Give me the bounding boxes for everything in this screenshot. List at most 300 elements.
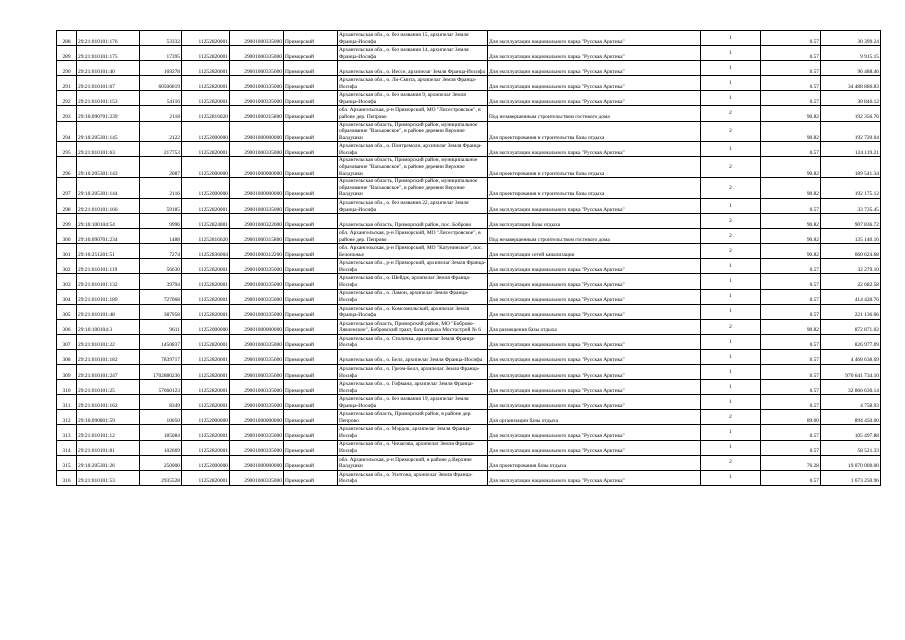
- cadastral-value-cell: 22 682.58: [821, 274, 881, 289]
- oktmo-cell: 29001000312200: [230, 244, 284, 259]
- permitted-use-cell: Для эксплуатации национального парка "Русская Арктика": [488, 91, 701, 106]
- cadastral-value-cell: 9 915.15: [821, 46, 881, 61]
- row-number-cell: 306: [57, 319, 77, 334]
- cadastral-value-cell: 660 624.68: [821, 244, 881, 259]
- district-cell: Приморский: [284, 229, 338, 244]
- row-number-cell: 294: [57, 121, 77, 142]
- oktmo-cell: 29001000000000: [230, 455, 284, 470]
- oktmo-cell: 29001000335000: [230, 61, 284, 76]
- cadastral-number-cell: 29:21:010101:182: [77, 349, 140, 364]
- cadastral-value-cell: 105 497.88: [821, 425, 881, 440]
- address-cell: Архангельская обл., о. без названия 9, архипелаг Земля Франца-Иосифа: [338, 91, 488, 106]
- oktmo-cell: 29001000335000: [230, 142, 284, 157]
- address-cell: обл. Архангельская, р-н Приморский, МО "Лисестровское", в районе дер. Пепрово: [338, 106, 488, 121]
- row-number-cell: 288: [57, 31, 77, 46]
- address-cell: Архангельская обл., о. Столичка, архипелаг Земля Франца-Иосифа: [338, 334, 488, 349]
- oktmo-cell: 29001000335000: [230, 46, 284, 61]
- rate-cell: 90.82: [761, 319, 821, 334]
- use-group-cell: 1: [701, 46, 761, 61]
- permitted-use-cell: Для эксплуатации национального парка "Русская Арктика": [488, 61, 701, 76]
- cadastral-number-cell: 29:21:010101:12: [77, 425, 140, 440]
- use-group-cell: 1: [701, 199, 761, 214]
- okato-cell: 11252836004: [182, 244, 230, 259]
- table-row: [57, 61, 881, 76]
- cadastral-value-cell: 34 488 886.83: [821, 76, 881, 91]
- use-group-cell: 1: [701, 259, 761, 274]
- district-cell: Приморский: [284, 91, 338, 106]
- okato-cell: 11252820001: [182, 274, 230, 289]
- table-row: [57, 214, 881, 229]
- district-cell: Приморский: [284, 61, 338, 76]
- use-group-cell: 1: [701, 31, 761, 46]
- cadastral-number-cell: 29:21:010101:67: [77, 76, 140, 91]
- table-row: [57, 274, 881, 289]
- cadastral-value-cell: 30 399.24: [821, 31, 881, 46]
- cadastral-number-cell: 29:21:010101:132: [77, 274, 140, 289]
- rate-cell: 0.57: [761, 76, 821, 91]
- oktmo-cell: 29001000000000: [230, 157, 284, 178]
- district-cell: Приморский: [284, 470, 338, 485]
- oktmo-cell: 29001000315800: [230, 229, 284, 244]
- use-group-cell: 1: [701, 395, 761, 410]
- cadastral-number-cell: 29:21:010101:22: [77, 334, 140, 349]
- rate-cell: 0.57: [761, 61, 821, 76]
- cadastral-number-cell: 29:21:010101:63: [77, 142, 140, 157]
- oktmo-cell: 29001000335000: [230, 274, 284, 289]
- row-number-cell: 310: [57, 380, 77, 395]
- district-cell: Приморский: [284, 455, 338, 470]
- row-number-cell: 316: [57, 470, 77, 485]
- okato-cell: 11252820001: [182, 349, 230, 364]
- address-cell: Архангельская область, Приморский район, муниципальное образование "Васьковское", в районе деревни Верхние Валдушки: [338, 121, 488, 142]
- row-number-cell: 303: [57, 274, 77, 289]
- area-cell: 39794: [140, 274, 182, 289]
- cadastral-number-cell: 29:16:100104:3: [77, 319, 140, 334]
- cadastral-number-cell: 29:16:205301:26: [77, 455, 140, 470]
- oktmo-cell: 29001000335000: [230, 425, 284, 440]
- rate-cell: 0.57: [761, 425, 821, 440]
- cadastral-number-cell: 29:21:010101:119: [77, 259, 140, 274]
- permitted-use-cell: Для эксплуатации национального парка "Русская Арктика": [488, 425, 701, 440]
- cadastral-number-cell: 29:21:010101:48: [77, 304, 140, 319]
- table-row: [57, 259, 881, 274]
- use-group-cell: 2: [701, 121, 761, 142]
- permitted-use-cell: Для проектирования и строительства базы отдыха: [488, 157, 701, 178]
- use-group-cell: 2: [701, 229, 761, 244]
- address-cell: Архангельская область, Приморский район, муниципальное образование "Васьковское", в районе деревни Верхние Валдушки: [338, 178, 488, 199]
- address-cell: Архангельская обл., о. Мэрдок, архипелаг Земля Франца-Иосифа: [338, 425, 488, 440]
- oktmo-cell: 29001000335000: [230, 380, 284, 395]
- use-group-cell: 1: [701, 61, 761, 76]
- permitted-use-cell: Для проектирования и строительства базы отдыха: [488, 121, 701, 142]
- table-row: [57, 349, 881, 364]
- row-number-cell: 297: [57, 178, 77, 199]
- oktmo-cell: 29001000335000: [230, 440, 284, 455]
- cadastral-value-cell: 124 119.21: [821, 142, 881, 157]
- row-number-cell: 312: [57, 410, 77, 425]
- district-cell: Приморский: [284, 410, 338, 425]
- area-cell: 57660123: [140, 380, 182, 395]
- cadastral-value-cell: 32 866 630.14: [821, 380, 881, 395]
- area-cell: 8349: [140, 395, 182, 410]
- use-group-cell: 1: [701, 334, 761, 349]
- address-cell: Архангельская область, Приморский район, муниципальное образование "Васьковское", в районе деревни Верхние Валдушки: [338, 157, 488, 178]
- rate-cell: 0.57: [761, 380, 821, 395]
- district-cell: Приморский: [284, 365, 338, 380]
- table-row: [57, 425, 881, 440]
- row-number-cell: 293: [57, 106, 77, 121]
- oktmo-cell: 29001000000000: [230, 319, 284, 334]
- area-cell: 250000: [140, 455, 182, 470]
- table-row: [57, 229, 881, 244]
- table-row: [57, 304, 881, 319]
- row-number-cell: 291: [57, 76, 77, 91]
- use-group-cell: 1: [701, 289, 761, 304]
- rate-cell: 0.57: [761, 142, 821, 157]
- table-row: [57, 365, 881, 380]
- cadastral-value-cell: 135 140.16: [821, 229, 881, 244]
- area-cell: 9996: [140, 214, 182, 229]
- row-number-cell: 304: [57, 289, 77, 304]
- okato-cell: 11252820001: [182, 31, 230, 46]
- rate-cell: 0.57: [761, 440, 821, 455]
- row-number-cell: 308: [57, 349, 77, 364]
- district-cell: Приморский: [284, 121, 338, 142]
- area-cell: 2118: [140, 106, 182, 121]
- cadastral-number-cell: 29:16:090701:234: [77, 229, 140, 244]
- cadastral-number-cell: 29:16:090701:239: [77, 106, 140, 121]
- district-cell: Приморский: [284, 244, 338, 259]
- permitted-use-cell: Для размещения базы отдыха: [488, 319, 701, 334]
- row-number-cell: 309: [57, 365, 77, 380]
- table-row: [57, 470, 881, 485]
- district-cell: Приморский: [284, 334, 338, 349]
- cadastral-value-cell: 32 279.10: [821, 259, 881, 274]
- row-number-cell: 302: [57, 259, 77, 274]
- cadastral-number-cell: 29:21:010101:153: [77, 91, 140, 106]
- okato-cell: 11252820001: [182, 46, 230, 61]
- oktmo-cell: 29001000335000: [230, 365, 284, 380]
- district-cell: Приморский: [284, 31, 338, 46]
- cadastral-value-cell: 33 735.45: [821, 199, 881, 214]
- rate-cell: 0.57: [761, 31, 821, 46]
- okato-cell: 11252820001: [182, 259, 230, 274]
- rate-cell: 0.57: [761, 349, 821, 364]
- table-row: [57, 334, 881, 349]
- district-cell: Приморский: [284, 76, 338, 91]
- area-cell: 102669: [140, 440, 182, 455]
- row-number-cell: 307: [57, 334, 77, 349]
- table-row: [57, 319, 881, 334]
- row-number-cell: 301: [57, 244, 77, 259]
- district-cell: Приморский: [284, 46, 338, 61]
- table-row: [57, 380, 881, 395]
- table-row: [57, 440, 881, 455]
- rate-cell: 0.57: [761, 365, 821, 380]
- area-cell: 59185: [140, 199, 182, 214]
- area-cell: 387958: [140, 304, 182, 319]
- cadastral-value-cell: 96 488.46: [821, 61, 881, 76]
- oktmo-cell: 29001000335000: [230, 259, 284, 274]
- address-cell: Архангельская обл., о. без названия 14, архипелаг Земля Франца-Иосифа: [338, 46, 488, 61]
- cadastral-number-cell: 29:16:251201:51: [77, 244, 140, 259]
- table-row: [57, 31, 881, 46]
- cadastral-number-cell: 29:21:010101:53: [77, 470, 140, 485]
- address-cell: Архангельская обл., р-н Приморский, архипелаг Земля Франца-Иосифа: [339, 260, 486, 273]
- district-cell: Приморский: [284, 157, 338, 178]
- oktmo-cell: 29001000335000: [230, 334, 284, 349]
- oktmo-cell: 29001000335000: [230, 304, 284, 319]
- permitted-use-cell: Для эксплуатации национального парка "Русская Арктика": [488, 46, 701, 61]
- permitted-use-cell: Для эксплуатации национального парка "Русская Арктика": [488, 31, 701, 46]
- area-cell: 56630: [140, 259, 182, 274]
- district-cell: Приморский: [284, 304, 338, 319]
- district-cell: Приморский: [284, 289, 338, 304]
- row-number-cell: 298: [57, 199, 77, 214]
- use-group-cell: 2: [701, 455, 761, 470]
- address-cell: Архангельская обл., о. Комсомольский, архипелаг Земля Франца-Иосифа: [338, 304, 488, 319]
- use-group-cell: 2: [701, 214, 761, 229]
- okato-cell: 11252820001: [182, 289, 230, 304]
- oktmo-cell: 29001000000000: [230, 178, 284, 199]
- district-cell: Приморский: [284, 106, 338, 121]
- oktmo-cell: 29001000335000: [230, 76, 284, 91]
- row-number-cell: 296: [57, 157, 77, 178]
- permitted-use-cell: Для эксплуатации сетей канализации: [488, 244, 701, 259]
- use-group-cell: 1: [701, 76, 761, 91]
- table-row: [57, 199, 881, 214]
- address-cell: Архангельская обл., о. Ламон, архипелаг Земля Франца-Иосифа: [338, 289, 488, 304]
- row-number-cell: 300: [57, 229, 77, 244]
- oktmo-cell: 29001000335000: [230, 289, 284, 304]
- cadastral-number-cell: 29:16:205301:144: [77, 178, 140, 199]
- permitted-use-cell: Для эксплуатации базы отдыха: [488, 214, 701, 229]
- rate-cell: 0.57: [761, 259, 821, 274]
- permitted-use-cell: Для эксплуатации национального парка "Русская Арктика": [488, 289, 701, 304]
- rate-cell: 90.82: [761, 121, 821, 142]
- area-cell: 1702880236: [140, 365, 182, 380]
- permitted-use-cell: Для эксплуатации национального парка "Русская Арктика": [488, 274, 701, 289]
- table-row: [57, 46, 881, 61]
- permitted-use-cell: Для эксплуатации национального парка "Русская Арктика": [488, 142, 701, 157]
- row-number-cell: 299: [57, 214, 77, 229]
- cadastral-number-cell: 29:21:010101:81: [77, 440, 140, 455]
- area-cell: 1450837: [140, 334, 182, 349]
- table-row: [57, 178, 881, 199]
- okato-cell: 11252820001: [182, 440, 230, 455]
- cadastral-value-cell: 192 720.04: [821, 121, 881, 142]
- address-cell: обл. Архангельская, р-н Приморский, МО "Катунинское", пос. Белоножье: [338, 244, 488, 259]
- table-row: [57, 395, 881, 410]
- permitted-use-cell: Для организации базы отдыха: [488, 410, 701, 425]
- use-group-cell: 1: [701, 380, 761, 395]
- district-cell: Приморский: [284, 274, 338, 289]
- cadastral-number-cell: 29:21:010101:40: [77, 61, 140, 76]
- district-cell: Приморский: [284, 380, 338, 395]
- row-number-cell: 313: [57, 425, 77, 440]
- table-row: [57, 76, 881, 91]
- permitted-use-cell: Для эксплуатации национального парка "Русская Арктика": [488, 380, 701, 395]
- cadastral-number-cell: 29:21:010101:166: [77, 199, 140, 214]
- row-number-cell: 292: [57, 91, 77, 106]
- table-row: [57, 157, 881, 178]
- rate-cell: 0.57: [761, 274, 821, 289]
- cadastral-value-cell: 970 641 734.10: [821, 365, 881, 380]
- address-cell: Архангельская обл., о. без названия 22, архипелаг Земля Франца-Иосифа: [338, 199, 488, 214]
- permitted-use-cell: Для проектирования и строительства базы отдыха: [488, 178, 701, 199]
- okato-cell: 11252820001: [182, 334, 230, 349]
- district-cell: Приморский: [284, 142, 338, 157]
- use-group-cell: 2: [701, 410, 761, 425]
- cadastral-number-cell: 29:21:010101:247: [77, 365, 140, 380]
- okato-cell: 11252820001: [182, 76, 230, 91]
- area-cell: 2087: [140, 157, 182, 178]
- rate-cell: 76.28: [761, 455, 821, 470]
- oktmo-cell: 29001000335000: [230, 470, 284, 485]
- area-cell: 2116: [140, 178, 182, 199]
- address-cell: Архангельская обл., о. Понтремоли, архипелаг Земля Франца-Иосифа: [338, 142, 488, 157]
- rate-cell: 90.82: [761, 157, 821, 178]
- use-group-cell: 1: [701, 440, 761, 455]
- address-cell: Архангельская обл., о. Ли-Смита, архипелаг Земля Франца-Иосифа: [338, 76, 488, 91]
- rate-cell: 0.57: [761, 289, 821, 304]
- okato-cell: 11252816020: [182, 106, 230, 121]
- okato-cell: 11252820001: [182, 91, 230, 106]
- cadastral-value-cell: 189 541.34: [821, 157, 881, 178]
- area-cell: 2122: [140, 121, 182, 142]
- row-number-cell: 314: [57, 440, 77, 455]
- permitted-use-cell: Для эксплуатации национального парка "Русская Арктика": [488, 365, 701, 380]
- area-cell: 60506819: [140, 76, 182, 91]
- permitted-use-cell: Для эксплуатации национального парка "Русская Арктика": [488, 440, 701, 455]
- address-cell: Архангельская область, Приморский район, в районе дер. Пепрово: [338, 410, 488, 425]
- cadastral-value-cell: 4 758.93: [821, 395, 881, 410]
- cadastral-number-cell: 29:21:010101:176: [77, 31, 140, 46]
- use-group-cell: 1: [701, 142, 761, 157]
- area-cell: 53332: [140, 31, 182, 46]
- rate-cell: 0.57: [761, 395, 821, 410]
- area-cell: 7839717: [140, 349, 182, 364]
- area-cell: 169278: [140, 61, 182, 76]
- use-group-cell: 2: [701, 178, 761, 199]
- permitted-use-cell: Для эксплуатации национального парка "Русская Арктика": [488, 334, 701, 349]
- permitted-use-cell: Под незавершенным строительством гостевого дома: [488, 106, 701, 121]
- okato-cell: 11252820001: [182, 395, 230, 410]
- address-cell: Архангельская обл., о. без названия 19, архипелаг Земля Франца-Иосифа: [338, 395, 488, 410]
- district-cell: Приморский: [284, 178, 338, 199]
- okato-cell: 11252000000: [182, 121, 230, 142]
- cadastral-value-cell: 894 450.00: [821, 410, 881, 425]
- table-row: [57, 289, 881, 304]
- okato-cell: 11252000000: [182, 178, 230, 199]
- area-cell: 185084: [140, 425, 182, 440]
- table-row: [57, 142, 881, 157]
- table-row: [57, 244, 881, 259]
- okato-cell: 11252824001: [182, 214, 230, 229]
- cadastral-number-cell: 29:21:010101:175: [77, 46, 140, 61]
- cadastral-value-cell: 907 836.72: [821, 214, 881, 229]
- rate-cell: 90.82: [761, 178, 821, 199]
- okato-cell: 11252820001: [182, 365, 230, 380]
- area-cell: 217753: [140, 142, 182, 157]
- address-cell: Архангельская обл., о. Гофмана, архипелаг Земля Франца-Иосифа: [338, 380, 488, 395]
- table-row: [57, 121, 881, 142]
- area-cell: 2935528: [140, 470, 182, 485]
- okato-cell: 11252820001: [182, 142, 230, 157]
- cadastral-value-cell: 4 468 638.69: [821, 349, 881, 364]
- cadastral-value-cell: 1 673 250.96: [821, 470, 881, 485]
- oktmo-cell: 29001000322000: [230, 214, 284, 229]
- area-cell: 727068: [140, 289, 182, 304]
- okato-cell: 11252000000: [182, 319, 230, 334]
- cadastral-number-cell: 29:16:205301:145: [77, 121, 140, 142]
- district-cell: Приморский: [284, 425, 338, 440]
- area-cell: 7274: [140, 244, 182, 259]
- row-number-cell: 315: [57, 455, 77, 470]
- use-group-cell: 1: [701, 425, 761, 440]
- rate-cell: 0.57: [761, 91, 821, 106]
- use-group-cell: 2: [701, 157, 761, 178]
- use-group-cell: 1: [701, 470, 761, 485]
- address-cell: Архангельская обл., о. Греэм-Белл, архипелаг Земля Франца-Иосифа: [338, 365, 488, 380]
- area-cell: 17395: [140, 46, 182, 61]
- use-group-cell: 2: [701, 106, 761, 121]
- permitted-use-cell: Для эксплуатации национального парка "Русская Арктика": [488, 76, 701, 91]
- address-cell: Архангельская обл., о. Иессе, архипелаг Земля Франца-Иосифа: [338, 61, 488, 76]
- cadastral-number-cell: 29:21:010101:25: [77, 380, 140, 395]
- okato-cell: 11252820001: [182, 380, 230, 395]
- use-group-cell: 1: [701, 365, 761, 380]
- cadastral-value-cell: 221 136.06: [821, 304, 881, 319]
- rate-cell: 90.82: [761, 214, 821, 229]
- oktmo-cell: 29001000335000: [230, 199, 284, 214]
- cadastral-value-cell: 58 521.33: [821, 440, 881, 455]
- use-group-cell: 1: [701, 304, 761, 319]
- area-cell: 1488: [140, 229, 182, 244]
- row-number-cell: 305: [57, 304, 77, 319]
- okato-cell: 11252000000: [182, 157, 230, 178]
- address-cell: Архангельская обл., о. Белл, архипелаг Земля Франца-Иосифа: [338, 349, 488, 364]
- oktmo-cell: 29001000335000: [230, 395, 284, 410]
- table-row: [57, 410, 881, 425]
- district-cell: Приморский: [284, 440, 338, 455]
- area-cell: 10050: [140, 410, 182, 425]
- oktmo-cell: 29001000000000: [230, 410, 284, 425]
- permitted-use-cell: Для эксплуатации национального парка "Русская Арктика": [488, 349, 701, 364]
- table-row: [57, 106, 881, 121]
- address-cell: обл. Архангельская, р-н Приморский, в районе д.Верхние Валдушки: [338, 455, 488, 470]
- address-cell: Архангельская обл., о. без названия 15, архипелаг Земля Франца-Иосифа: [338, 31, 488, 46]
- permitted-use-cell: Для эксплуатации национального парка "Русская Арктика": [488, 395, 701, 410]
- address-cell: Архангельская область, Приморский район, пос. Боброво: [338, 214, 488, 229]
- cadastral-value-cell: 192 356.76: [821, 106, 881, 121]
- address-cell: Архангельская обл., о. Чичагова, архипелаг Земля Франца-Иосифа: [338, 440, 488, 455]
- oktmo-cell: 29001000315800: [230, 106, 284, 121]
- rate-cell: 0.57: [761, 470, 821, 485]
- rate-cell: 0.57: [761, 199, 821, 214]
- cadastral-number-cell: 29:16:100104:54: [77, 214, 140, 229]
- permitted-use-cell: Для эксплуатации национального парка "Русская Арктика": [488, 304, 701, 319]
- address-cell: обл. Архангельская, р-н Приморский, МО "Лисестровское", в районе дер. Пепрово: [338, 229, 488, 244]
- permitted-use-cell: Для проектирования базы отдыха: [488, 455, 701, 470]
- row-number-cell: 290: [57, 61, 77, 76]
- use-group-cell: 2: [701, 319, 761, 334]
- oktmo-cell: 29001000335000: [230, 349, 284, 364]
- row-number-cell: 295: [57, 142, 77, 157]
- oktmo-cell: 29001000335000: [230, 91, 284, 106]
- district-cell: Приморский: [284, 259, 338, 274]
- rate-cell: 90.82: [761, 106, 821, 121]
